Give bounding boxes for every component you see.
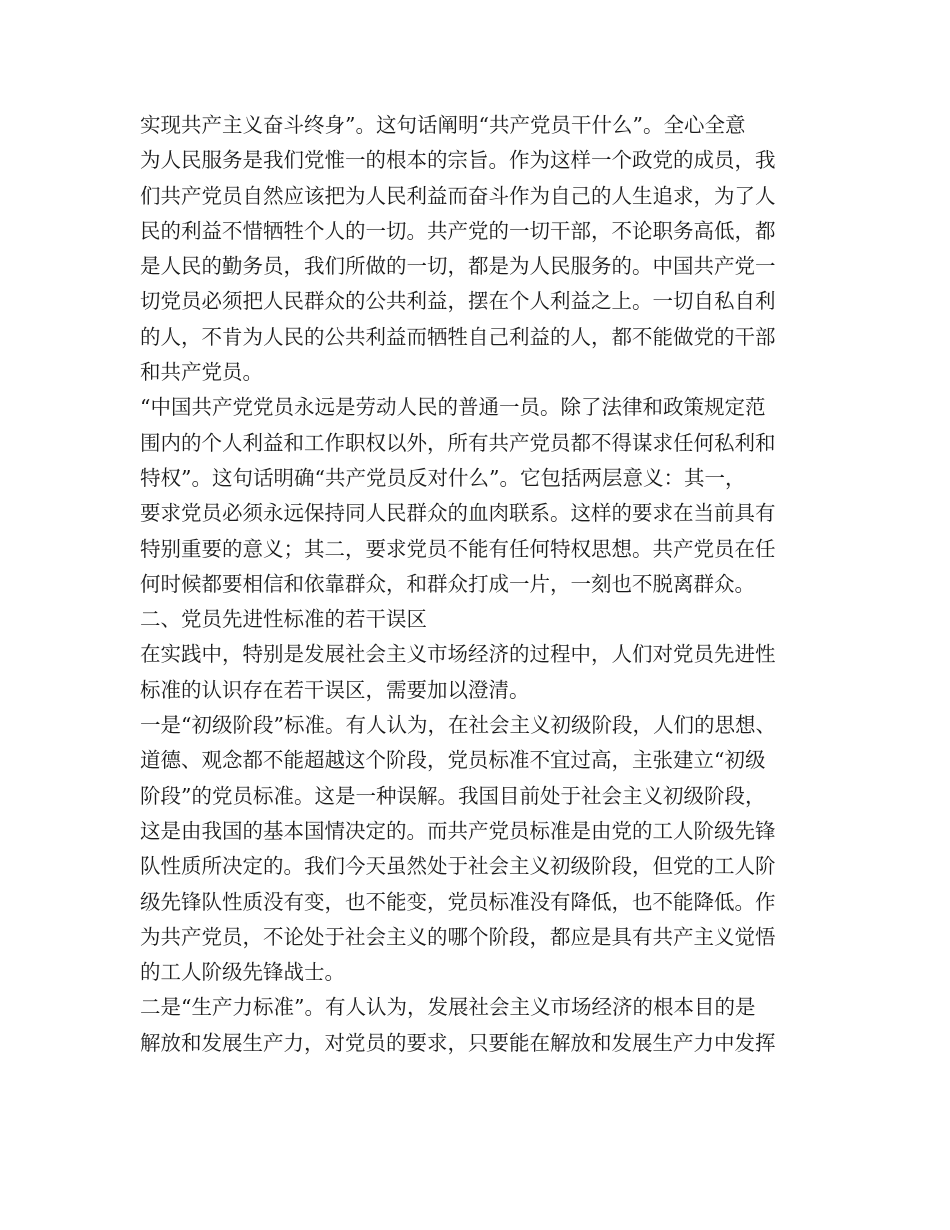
text-line: 二是“生产力标准”。有人认为，发展社会主义市场经济的根本目的是 <box>140 995 756 1020</box>
text-line: 民的利益不惜牺牲个人的一切。共产党的一切干部，不论职务高低，都 <box>140 218 776 243</box>
text-line: 级先锋队性质没有变，也不能变，党员标准没有降低，也不能降低。作 <box>140 889 776 914</box>
text-line: 队性质所决定的。我们今天虽然处于社会主义初级阶段，但党的工人阶 <box>140 854 776 879</box>
text-line: 特别重要的意义；其二，要求党员不能有任何特权思想。共产党员在任 <box>140 536 776 561</box>
text-line: 为人民服务是我们党惟一的根本的宗旨。作为这样一个政党的成员，我 <box>140 148 776 173</box>
text-line: 解放和发展生产力，对党员的要求，只要能在解放和发展生产力中发挥 <box>140 1030 776 1055</box>
text-line: 围内的个人利益和工作职权以外，所有共产党员都不得谋求任何私利和 <box>140 430 776 455</box>
text-line: 道德、观念都不能超越这个阶段，党员标准不宜过高，主张建立“初级 <box>140 748 766 773</box>
text-line: 特权”。这句话明确“共产党员反对什么”。它包括两层意义：其一， <box>140 465 746 490</box>
text-line: 和共产党员。 <box>140 360 263 385</box>
text-line: “中国共产党党员永远是劳动人民的普通一员。除了法律和政策规定范 <box>140 395 766 420</box>
text-line: 标准的认识存在若干误区，需要加以澄清。 <box>140 677 530 702</box>
text-line: 一是“初级阶段”标准。有人认为，在社会主义初级阶段，人们的思想、 <box>140 713 776 738</box>
text-line: 为共产党员，不论处于社会主义的哪个阶段，都应是具有共产主义觉悟 <box>140 924 776 949</box>
text-line: 实现共产主义奋斗终身”。这句话阐明“共产党员干什么”。全心全意 <box>140 113 746 137</box>
text-line: 的人，不肯为人民的公共利益而牺牲自己利益的人，都不能做党的干部 <box>140 324 776 349</box>
section-heading: 二、党员先进性标准的若干误区 <box>140 607 427 632</box>
document-body <box>140 108 840 1061</box>
text-line: 们共产党员自然应该把为人民利益而奋斗作为自己的人生追求，为了人 <box>140 183 776 208</box>
text-line: 在实践中，特别是发展社会主义市场经济的过程中，人们对党员先进性 <box>140 642 776 667</box>
text-line: 这是由我国的基本国情决定的。而共产党员标准是由党的工人阶级先锋 <box>140 818 776 843</box>
text-line: 何时候都要相信和依靠群众，和群众打成一片，一刻也不脱离群众。 <box>140 571 755 596</box>
text-line: 是人民的勤务员，我们所做的一切，都是为人民服务的。中国共产党一 <box>140 254 776 279</box>
text-line: 阶段”的党员标准。这是一种误解。我国目前处于社会主义初级阶段， <box>140 783 766 808</box>
text-line: 的工人阶级先锋战士。 <box>140 960 345 985</box>
text-line: 切党员必须把人民群众的公共利益，摆在个人利益之上。一切自私自利 <box>140 289 776 314</box>
text-line: 要求党员必须永远保持同人民群众的血肉联系。这样的要求在当前具有 <box>140 501 776 526</box>
